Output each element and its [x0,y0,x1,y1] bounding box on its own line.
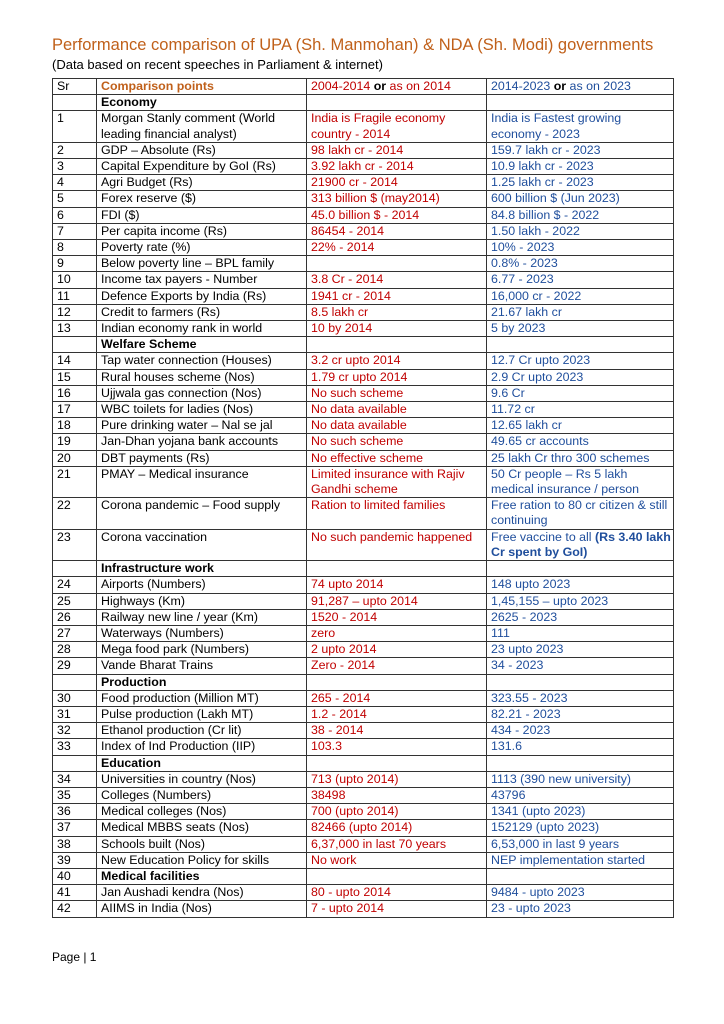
row-comparison-point: Rural houses scheme (Nos) [97,369,307,385]
row-upa-value: 3.2 cr upto 2014 [307,353,487,369]
row-nda-value [487,418,674,434]
page-subtitle: (Data based on recent speeches in Parliament & internet) [52,57,383,72]
header-nda-period: 2014-2023 or as on 2023 [487,79,674,95]
table-row [53,450,674,466]
nda-value-text: 21.67 lakh cr [491,304,562,319]
section-nda-empty [487,674,674,690]
row-sr: 23 [53,529,97,560]
table-row [53,353,674,369]
section-nda-empty [487,561,674,577]
row-comparison-point: Jan-Dhan yojana bank accounts [97,434,307,450]
header-upa-period: 2004-2014 or as on 2014 [307,79,487,95]
nda-value-text: 152129 (upto 2023) [491,820,600,835]
table-row [53,593,674,609]
row-upa-value: zero [307,625,487,641]
row-sr: 12 [53,304,97,320]
row-upa-value: 98 lakh cr - 2014 [307,142,487,158]
row-nda-value [487,690,674,706]
row-nda-value [487,723,674,739]
row-comparison-point: Corona vaccination [97,529,307,560]
table-row [53,836,674,852]
row-upa-value: 3.8 Cr - 2014 [307,272,487,288]
section-row [53,561,674,577]
table-row [53,191,674,207]
row-sr: 17 [53,402,97,418]
comparison-table [52,78,674,918]
row-comparison-point: Medical colleges (Nos) [97,804,307,820]
row-upa-value: 713 (upto 2014) [307,771,487,787]
nda-value-text: 25 lakh Cr thro 300 schemes [491,450,650,465]
row-upa-value: 7 - upto 2014 [307,901,487,917]
row-upa-value: 1.79 cr upto 2014 [307,369,487,385]
row-upa-value: 38498 [307,787,487,803]
section-upa-empty [307,755,487,771]
row-nda-value [487,804,674,820]
page-number: Page | 1 [52,950,97,964]
row-upa-value: 265 - 2014 [307,690,487,706]
row-nda-value [487,272,674,288]
row-sr: 35 [53,787,97,803]
nda-value-text: 10% - 2023 [491,240,555,255]
table-row [53,304,674,320]
row-sr: 29 [53,658,97,674]
table-row [53,288,674,304]
row-upa-value [307,256,487,272]
nda-value-text: 84.8 billion $ - 2022 [491,207,600,222]
nda-value-text: 1.50 lakh - 2022 [491,223,580,238]
section-row [53,868,674,884]
section-nda-empty [487,337,674,353]
table-header-row [53,79,674,95]
table-row [53,885,674,901]
row-sr: 24 [53,577,97,593]
section-sr [53,561,97,577]
nda-value-text: 111 [491,625,510,640]
row-comparison-point: Defence Exports by India (Rs) [97,288,307,304]
nda-value-text: 1341 (upto 2023) [491,804,586,819]
table-row [53,820,674,836]
row-sr: 28 [53,642,97,658]
section-sr [53,755,97,771]
row-nda-value [487,111,674,142]
section-sr [53,674,97,690]
row-comparison-point: Airports (Numbers) [97,577,307,593]
row-upa-value: 22% - 2014 [307,240,487,256]
nda-value-text: 9484 - upto 2023 [491,885,585,900]
row-comparison-point: Agri Budget (Rs) [97,175,307,191]
nda-value-text: 10.9 lakh cr - 2023 [491,159,594,174]
table-row [53,804,674,820]
row-nda-value [487,593,674,609]
row-comparison-point: Credit to farmers (Rs) [97,304,307,320]
table-row [53,901,674,917]
nda-value-text: 148 upto 2023 [491,577,571,592]
row-comparison-point: New Education Policy for skills [97,852,307,868]
row-upa-value: 21900 cr - 2014 [307,175,487,191]
row-sr: 38 [53,836,97,852]
row-comparison-point: Mega food park (Numbers) [97,642,307,658]
row-upa-value: 3.92 lakh cr - 2014 [307,159,487,175]
table-row [53,159,674,175]
row-upa-value: Ration to limited families [307,498,487,529]
table-row [53,852,674,868]
row-comparison-point: Medical MBBS seats (Nos) [97,820,307,836]
row-sr: 41 [53,885,97,901]
row-sr: 19 [53,434,97,450]
header-sr: Sr [53,79,97,95]
row-sr: 7 [53,223,97,239]
row-comparison-point: Tap water connection (Houses) [97,353,307,369]
nda-value-text: Free vaccine to all [491,529,595,544]
row-upa-value: No such pandemic happened [307,529,487,560]
row-comparison-point: Poverty rate (%) [97,240,307,256]
table-row [53,434,674,450]
nda-value-text: 12.7 Cr upto 2023 [491,353,591,368]
section-title: Education [97,755,307,771]
nda-value-text: 12.65 lakh cr [491,418,562,433]
row-sr: 14 [53,353,97,369]
row-comparison-point: Below poverty line – BPL family [97,256,307,272]
row-sr: 25 [53,593,97,609]
nda-value-text: 11.72 cr [491,402,535,417]
row-nda-value [487,142,674,158]
row-upa-value: Limited insurance with Rajiv Gandhi scheme [307,466,487,497]
row-nda-value [487,385,674,401]
row-comparison-point: Highways (Km) [97,593,307,609]
table-row [53,402,674,418]
table-row [53,771,674,787]
row-sr: 10 [53,272,97,288]
nda-value-text: 82.21 - 2023 [491,706,561,721]
table-row [53,609,674,625]
row-upa-value: No such scheme [307,434,487,450]
table-row [53,642,674,658]
row-sr: 42 [53,901,97,917]
row-sr: 3 [53,159,97,175]
row-comparison-point: Jan Aushadi kendra (Nos) [97,885,307,901]
nda-value-text: Free ration to 80 cr citizen & still continuing [491,498,668,528]
table-row [53,577,674,593]
row-sr: 2 [53,142,97,158]
row-upa-value: No data available [307,418,487,434]
section-sr [53,95,97,111]
row-comparison-point: Schools built (Nos) [97,836,307,852]
nda-value-text: 1113 (390 new university) [491,771,632,786]
row-nda-value [487,852,674,868]
row-upa-value: 38 - 2014 [307,723,487,739]
row-upa-value: 82466 (upto 2014) [307,820,487,836]
row-nda-value [487,885,674,901]
row-sr: 1 [53,111,97,142]
table-row [53,723,674,739]
row-upa-value: No data available [307,402,487,418]
section-nda-empty [487,95,674,111]
row-upa-value: 1.2 - 2014 [307,706,487,722]
row-nda-value [487,256,674,272]
table-row [53,111,674,142]
section-upa-empty [307,561,487,577]
row-upa-value: 700 (upto 2014) [307,804,487,820]
section-title: Production [97,674,307,690]
row-nda-value [487,223,674,239]
row-nda-value [487,625,674,641]
table-row [53,272,674,288]
nda-value-text: 159.7 lakh cr - 2023 [491,142,601,157]
row-sr: 22 [53,498,97,529]
row-nda-value [487,739,674,755]
table-row [53,787,674,803]
row-upa-value: 80 - upto 2014 [307,885,487,901]
row-sr: 5 [53,191,97,207]
row-comparison-point: Indian economy rank in world [97,321,307,337]
row-upa-value: 6,37,000 in last 70 years [307,836,487,852]
nda-value-text: 23 upto 2023 [491,642,564,657]
row-upa-value: 2 upto 2014 [307,642,487,658]
row-nda-value [487,498,674,529]
row-upa-value: 74 upto 2014 [307,577,487,593]
row-comparison-point: Forex reserve ($) [97,191,307,207]
row-nda-value [487,288,674,304]
nda-value-text: 600 billion $ (Jun 2023) [491,191,620,206]
row-sr: 20 [53,450,97,466]
table-row [53,256,674,272]
row-nda-value [487,642,674,658]
table-row [53,690,674,706]
table-row [53,706,674,722]
table-row [53,321,674,337]
row-sr: 13 [53,321,97,337]
row-nda-value [487,450,674,466]
row-sr: 18 [53,418,97,434]
row-sr: 8 [53,240,97,256]
nda-value-text: 6.77 - 2023 [491,272,554,287]
row-sr: 31 [53,706,97,722]
row-comparison-point: Capital Expenditure by GoI (Rs) [97,159,307,175]
nda-value-text: 50 Cr people – Rs 5 lakh medical insurance / person [491,466,640,497]
row-upa-value: 91,287 – upto 2014 [307,593,487,609]
row-sr: 39 [53,852,97,868]
nda-value-text: 23 - upto 2023 [491,901,571,916]
nda-value-text: NEP implementation started [491,852,646,867]
table-row [53,175,674,191]
row-comparison-point: Per capita income (Rs) [97,223,307,239]
nda-value-text: 9.6 Cr [491,385,525,400]
table-row [53,223,674,239]
row-nda-value [487,706,674,722]
row-comparison-point: FDI ($) [97,207,307,223]
section-upa-empty [307,337,487,353]
table-row [53,466,674,497]
row-nda-value [487,321,674,337]
section-sr: 40 [53,868,97,884]
table-row [53,418,674,434]
section-row [53,674,674,690]
section-sr [53,337,97,353]
row-comparison-point: AIIMS in India (Nos) [97,901,307,917]
row-upa-value: 103.3 [307,739,487,755]
row-nda-value [487,191,674,207]
row-nda-value [487,658,674,674]
row-upa-value: 86454 - 2014 [307,223,487,239]
section-title: Infrastructure work [97,561,307,577]
row-comparison-point: PMAY – Medical insurance [97,466,307,497]
nda-value-text: 43796 [491,787,526,802]
nda-value-text: 2625 - 2023 [491,609,558,624]
table-row [53,658,674,674]
section-row [53,755,674,771]
nda-value-text: 0.8% - 2023 [491,256,558,271]
row-upa-value: Zero - 2014 [307,658,487,674]
row-nda-value [487,466,674,497]
row-sr: 15 [53,369,97,385]
section-row [53,95,674,111]
nda-value-text: 5 by 2023 [491,321,546,336]
row-nda-value [487,353,674,369]
row-nda-value [487,771,674,787]
nda-value-text: 49.65 cr accounts [491,434,589,449]
table-row [53,207,674,223]
row-comparison-point: Vande Bharat Trains [97,658,307,674]
table-row [53,142,674,158]
row-upa-value: 8.5 lakh cr [307,304,487,320]
nda-value-text: 16,000 cr - 2022 [491,288,582,303]
row-comparison-point: Corona pandemic – Food supply [97,498,307,529]
row-comparison-point: Index of Ind Production (IIP) [97,739,307,755]
table-row [53,739,674,755]
row-nda-value [487,159,674,175]
row-sr: 34 [53,771,97,787]
section-upa-empty [307,674,487,690]
row-nda-value [487,304,674,320]
row-sr: 21 [53,466,97,497]
row-nda-value [487,901,674,917]
row-comparison-point: Colleges (Numbers) [97,787,307,803]
table-row [53,369,674,385]
row-comparison-point: Waterways (Numbers) [97,625,307,641]
row-upa-value: India is Fragile economy country - 2014 [307,111,487,142]
row-comparison-point: Ujjwala gas connection (Nos) [97,385,307,401]
row-upa-value: No such scheme [307,385,487,401]
row-sr: 30 [53,690,97,706]
section-title: Economy [97,95,307,111]
nda-value-text: 434 - 2023 [491,723,551,738]
row-comparison-point: Railway new line / year (Km) [97,609,307,625]
row-nda-value [487,577,674,593]
nda-value-text: 2.9 Cr upto 2023 [491,369,584,384]
row-comparison-point: Income tax payers - Number [97,272,307,288]
section-title: Welfare Scheme [97,337,307,353]
nda-value-text: 34 - 2023 [491,658,544,673]
row-sr: 37 [53,820,97,836]
section-nda-empty [487,755,674,771]
row-sr: 16 [53,385,97,401]
row-comparison-point: Pulse production (Lakh MT) [97,706,307,722]
row-upa-value: No work [307,852,487,868]
section-upa-empty [307,868,487,884]
row-comparison-point: Ethanol production (Cr lit) [97,723,307,739]
row-upa-value: 1941 cr - 2014 [307,288,487,304]
table-row [53,529,674,560]
row-nda-value [487,369,674,385]
row-nda-value [487,240,674,256]
row-sr: 9 [53,256,97,272]
row-sr: 11 [53,288,97,304]
header-comparison-points: Comparison points [97,79,307,95]
section-upa-empty [307,95,487,111]
row-nda-value [487,434,674,450]
section-row [53,337,674,353]
nda-value-bold-note: (Rs 3.40 lakh Cr spent by GoI) [491,529,671,559]
row-upa-value: 45.0 billion $ - 2014 [307,207,487,223]
row-comparison-point: Pure drinking water – Nal se jal [97,418,307,434]
nda-value-text: 323.55 - 2023 [491,690,568,705]
row-nda-value [487,175,674,191]
row-upa-value: 313 billion $ (may2014) [307,191,487,207]
row-nda-value [487,402,674,418]
section-title: Medical facilities [97,868,307,884]
section-nda-empty [487,868,674,884]
row-upa-value: 1520 - 2014 [307,609,487,625]
nda-value-text: 131.6 [491,739,523,754]
page-title: Performance comparison of UPA (Sh. Manmohan) & NDA (Sh. Modi) governments [52,36,654,54]
nda-value-text: India is Fastest growing economy - 2023 [491,111,622,141]
row-sr: 27 [53,625,97,641]
row-sr: 4 [53,175,97,191]
row-nda-value [487,609,674,625]
row-upa-value: No effective scheme [307,450,487,466]
row-nda-value [487,787,674,803]
table-row [53,385,674,401]
row-sr: 33 [53,739,97,755]
row-comparison-point: GDP – Absolute (Rs) [97,142,307,158]
row-nda-value [487,820,674,836]
row-comparison-point: WBC toilets for ladies (Nos) [97,402,307,418]
row-upa-value: 10 by 2014 [307,321,487,337]
table-row [53,240,674,256]
row-sr: 6 [53,207,97,223]
row-nda-value [487,836,674,852]
table-row [53,498,674,529]
row-comparison-point: DBT payments (Rs) [97,450,307,466]
nda-value-text: 1.25 lakh cr - 2023 [491,175,594,190]
row-comparison-point: Food production (Million MT) [97,690,307,706]
row-sr: 36 [53,804,97,820]
row-comparison-point: Universities in country (Nos) [97,771,307,787]
row-comparison-point: Morgan Stanly comment (World leading financial analyst) [97,111,307,142]
row-nda-value [487,529,674,560]
nda-value-text: 6,53,000 in last 9 years [491,836,620,851]
row-sr: 26 [53,609,97,625]
row-sr: 32 [53,723,97,739]
nda-value-text: 1,45,155 – upto 2023 [491,593,609,608]
row-nda-value [487,207,674,223]
table-row [53,625,674,641]
